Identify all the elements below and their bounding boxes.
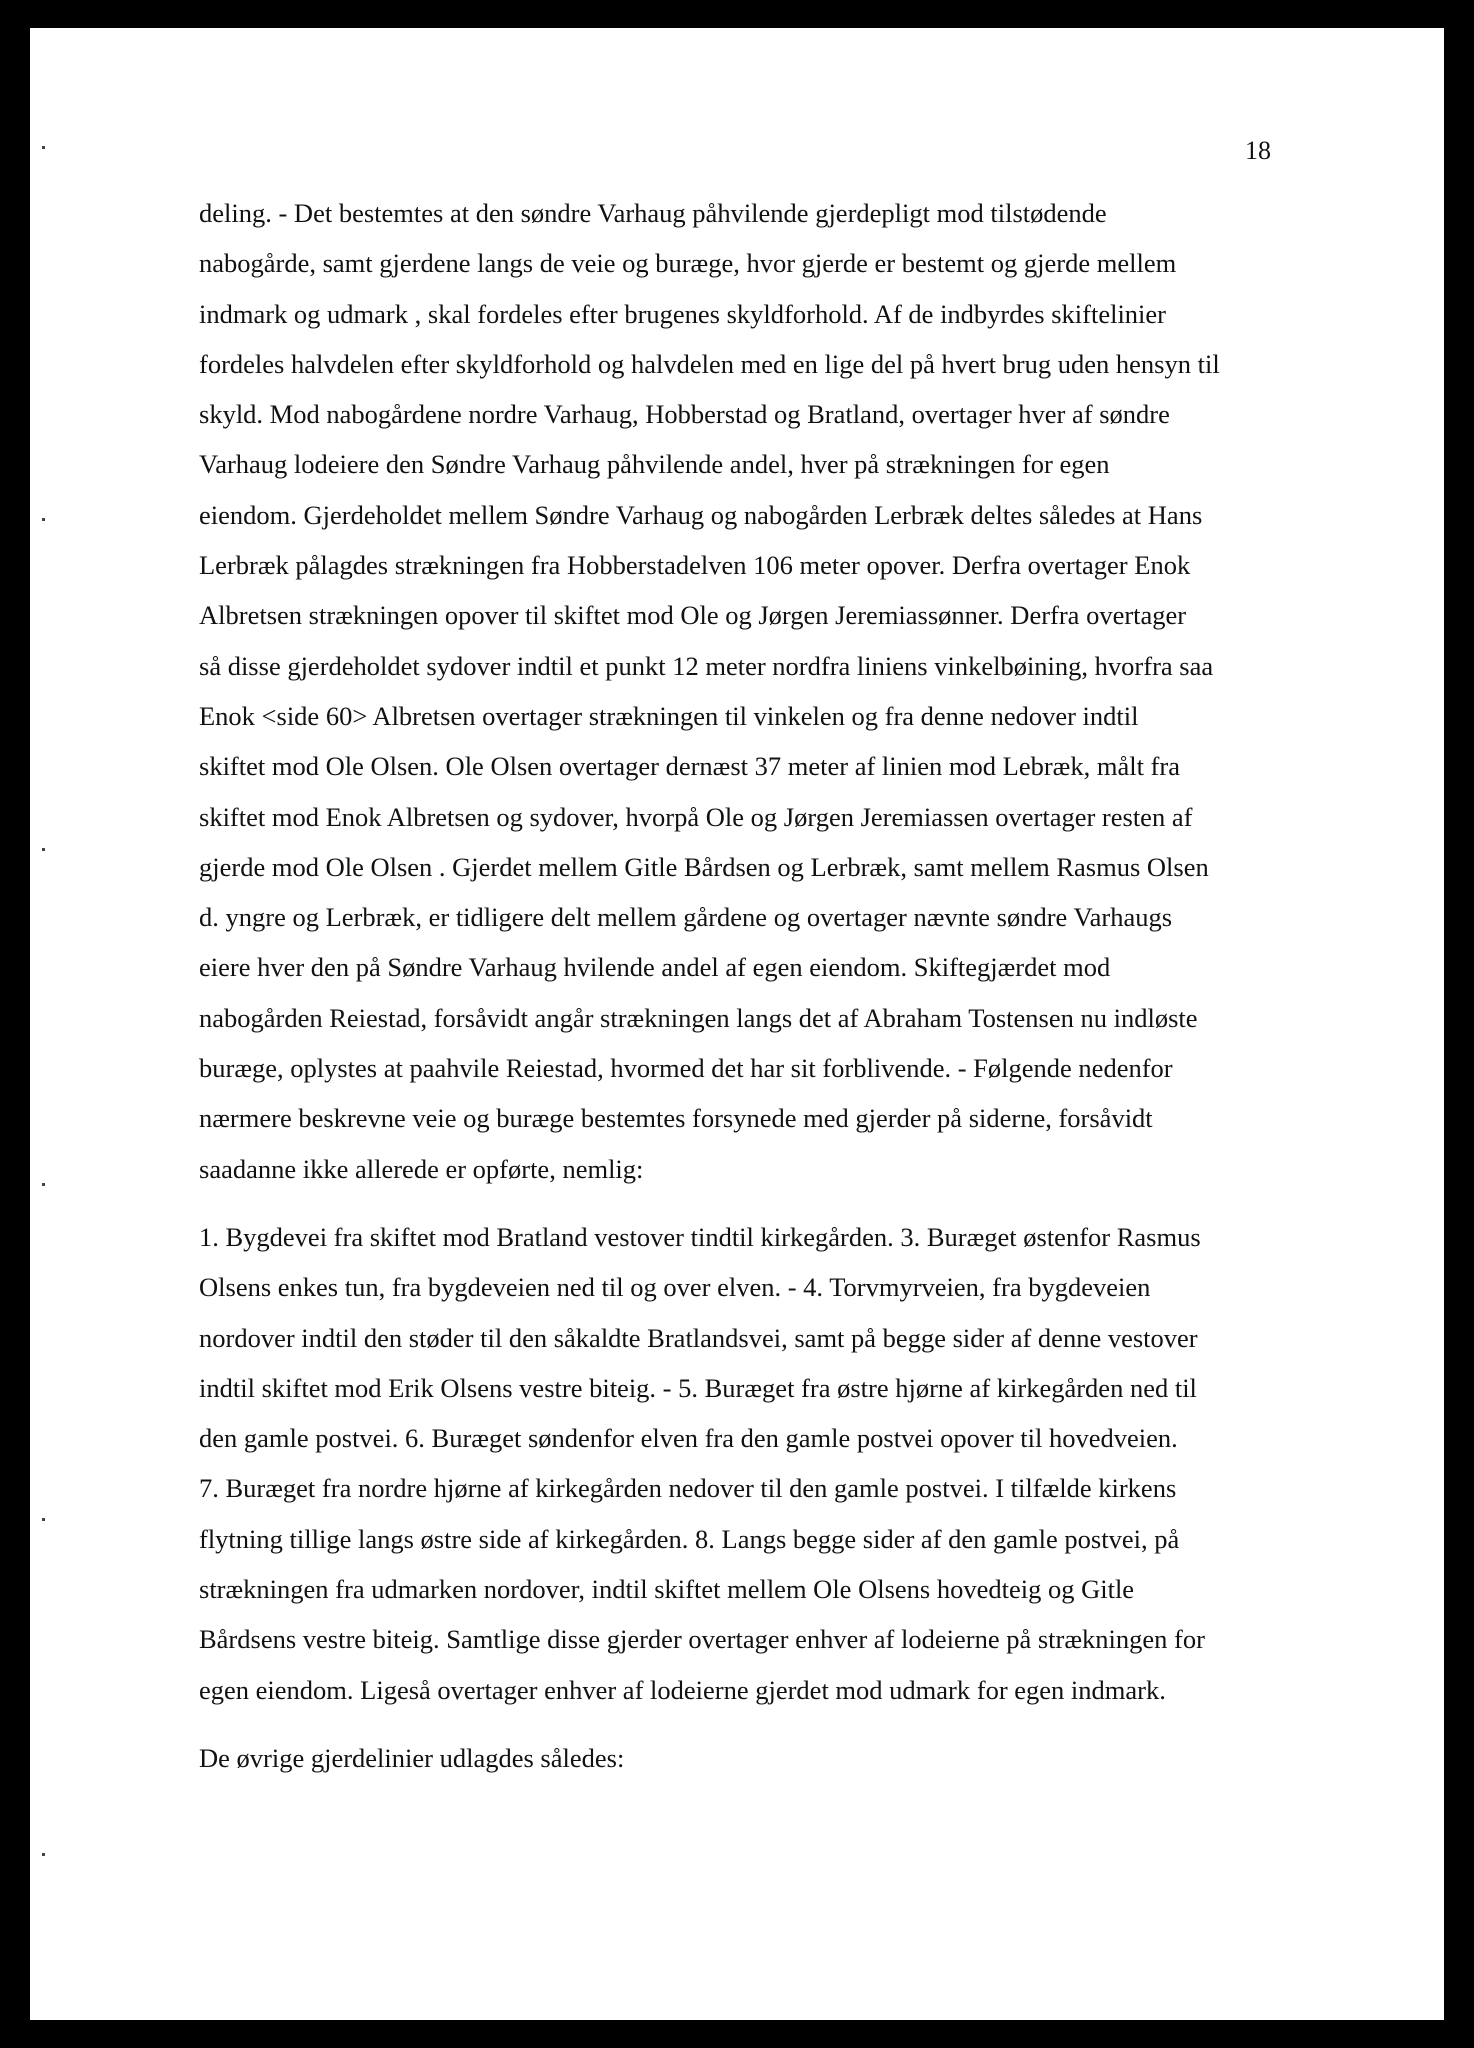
text-line: nabogårde, samt gjerdene langs de veie og buræge, hvor gjerde er bestemt og gjerde mellem xyxy=(199,248,1177,279)
scan-mark xyxy=(42,518,45,521)
paragraph xyxy=(199,188,1319,1194)
text-line: buræge, oplystes at paahvile Reiestad, hvormed det har sit forblivende. - Følgende nedenfor xyxy=(199,1053,1173,1084)
text-line: fordeles halvdelen efter skyldforhold og halvdelen med en lige del på hvert brug uden hensyn til xyxy=(199,348,1220,379)
text-line: indmark og udmark , skal fordeles efter brugenes skyldforhold. Af de indbyrdes skiftelinier xyxy=(199,298,1167,329)
text-line: nordover indtil den støder til den såkaldte Bratlandsvei, samt på begge sider af denne vestover xyxy=(199,1322,1198,1353)
text-line: Enok <side 60> Albretsen overtager strækningen til vinkelen og fra denne nedover indtil xyxy=(199,700,1139,731)
text-line: skiftet mod Enok Albretsen og sydover, hvorpå Ole og Jørgen Jeremiassen overtager resten af xyxy=(199,801,1193,832)
text-line: indtil skiftet mod Erik Olsens vestre biteig. - 5. Buræget fra østre hjørne af kirkegården ned til xyxy=(199,1372,1197,1403)
text-line: Bårdsens vestre biteig. Samtlige disse gjerder overtager enhver af lodeierne på strækningen for xyxy=(199,1624,1205,1655)
page-number: 18 xyxy=(1245,136,1271,165)
scan-mark xyxy=(42,848,45,851)
text-line: Olsens enkes tun, fra bygdeveien ned til og over elven. - 4. Torvmyrveien, fra bygdeveien xyxy=(199,1272,1151,1303)
text-line: så disse gjerdeholdet sydover indtil et punkt 12 meter nordfra liniens vinkelbøining, hvorfra saa xyxy=(199,650,1214,681)
paragraph-gap xyxy=(199,1194,1319,1212)
text-line: d. yngre og Lerbræk, er tidligere delt mellem gårdene og overtager nævnte søndre Varhaugs xyxy=(199,902,1173,933)
text-line: egen eiendom. Ligeså overtager enhver af lodeierne gjerdet mod udmark for egen indmark. xyxy=(199,1674,1166,1705)
text-line: skyld. Mod nabogårdene nordre Varhaug, Hobberstad og Bratland, overtager hver af søndre xyxy=(199,399,1170,430)
text-line: nærmere beskrevne veie og buræge bestemtes forsynede med gjerder på siderne, forsåvidt xyxy=(199,1103,1153,1134)
text-line: 1. Bygdevei fra skiftet mod Bratland vestover tindtil kirkegården. 3. Buræget østenfor Rasmus xyxy=(199,1221,1201,1252)
text-line: nabogården Reiestad, forsåvidt angår strækningen langs det af Abraham Tostensen nu indløste xyxy=(199,1002,1198,1033)
text-line: gjerde mod Ole Olsen . Gjerdet mellem Gitle Bårdsen og Lerbræk, samt mellem Rasmus Olsen xyxy=(199,851,1209,882)
text-line: den gamle postvei. 6. Buræget søndenfor elven fra den gamle postvei opover til hovedveien. xyxy=(199,1423,1178,1454)
text-line: eiendom. Gjerdeholdet mellem Søndre Varhaug og nabogården Lerbræk deltes således at Hans xyxy=(199,499,1203,530)
text-line: Lerbræk pålagdes strækningen fra Hobberstadelven 106 meter opover. Derfra overtager Enok xyxy=(199,550,1191,581)
document-page xyxy=(30,28,1444,2020)
scan-mark xyxy=(42,146,45,149)
document-body xyxy=(199,188,1319,1783)
text-line: eiere hver den på Søndre Varhaug hvilende andel af egen eiendom. Skiftegjærdet mod xyxy=(199,952,1111,983)
paragraph xyxy=(199,1212,1319,1715)
text-line: Varhaug lodeiere den Søndre Varhaug påhvilende andel, hver på strækningen for egen xyxy=(199,449,1110,480)
paragraph xyxy=(199,1733,1319,1783)
text-line: skiftet mod Ole Olsen. Ole Olsen overtager dernæst 37 meter af linien mod Lebræk, målt fra xyxy=(199,751,1180,782)
scan-mark xyxy=(42,1853,45,1856)
text-line: De øvrige gjerdelinier udlagdes således: xyxy=(199,1742,625,1773)
scan-mark xyxy=(42,1183,45,1186)
text-line: 7. Buræget fra nordre hjørne af kirkegården nedover til den gamle postvei. I tilfælde kirkens xyxy=(199,1473,1177,1504)
text-line: saadanne ikke allerede er opførte, nemlig: xyxy=(199,1153,644,1184)
text-line: deling. - Det bestemtes at den søndre Varhaug påhvilende gjerdepligt mod tilstødende xyxy=(199,198,1107,228)
text-line: strækningen fra udmarken nordover, indtil skiftet mellem Ole Olsens hovedteig og Gitle xyxy=(199,1574,1135,1605)
text-line: flytning tillige langs østre side af kirkegården. 8. Langs begge sider af den gamle postvei, på xyxy=(199,1523,1180,1554)
scan-mark xyxy=(42,1518,45,1521)
text-line: Albretsen strækningen opover til skiftet mod Ole og Jørgen Jeremiassønner. Derfra overtager xyxy=(199,600,1187,631)
paragraph-gap xyxy=(199,1715,1319,1733)
